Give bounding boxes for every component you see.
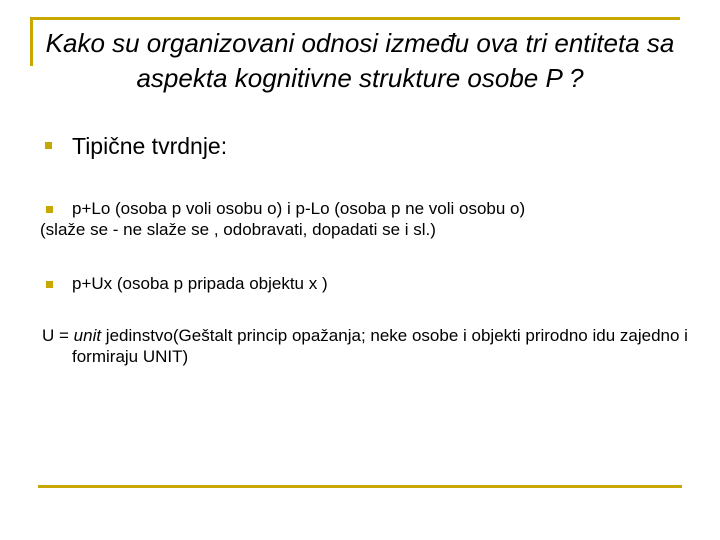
- list-item-lo-line1: p+Lo (osoba p voli osobu o) i p-Lo (osoba p ne voli osobu o): [72, 199, 526, 218]
- left-border-rule: [30, 17, 33, 66]
- definition-prefix: U =: [42, 326, 74, 345]
- bullet-square-icon: [45, 142, 52, 149]
- list-item-lo: [40, 198, 690, 240]
- list-item-lo-line2: (slaže se - ne slaže se , odobravati, dopadati se i sl.): [40, 220, 436, 239]
- top-border-rule: [30, 17, 680, 20]
- list-item-ux: p+Ux (osoba p pripada objektu x ): [72, 274, 328, 293]
- subheading: Tipične tvrdnje:: [72, 133, 228, 159]
- definition-text: jedinstvo(Geštalt princip opažanja; neke osobe i objekti prirodno idu zajedno i formiraju UNIT): [72, 326, 688, 366]
- definition-paragraph: [42, 325, 692, 367]
- definition-term: unit: [73, 326, 102, 345]
- bullet-square-icon: [46, 281, 53, 288]
- slide-title: Kako su organizovani odnosi između ova tri entiteta sa aspekta kognitivne strukture osobe P ?: [45, 28, 675, 93]
- bottom-border-rule: [38, 485, 682, 488]
